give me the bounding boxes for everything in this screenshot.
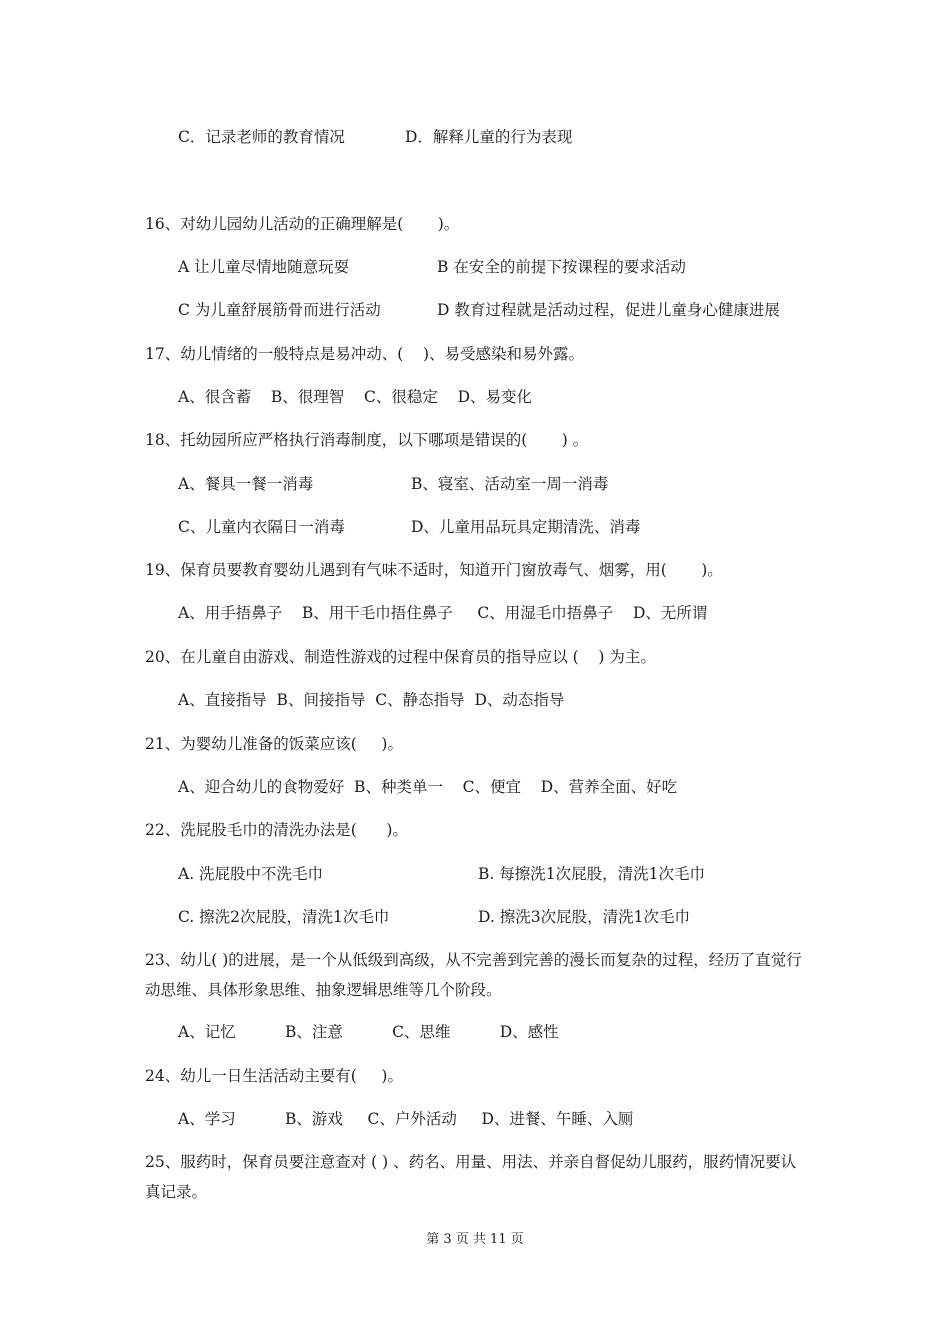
question-20: 20、在儿童自由游戏、制造性游戏的过程中保育员的指导应以 ( ) 为主。	[145, 648, 656, 666]
q20-options: A、直接指导 B、间接指导 C、静态指导 D、动态指导	[178, 691, 565, 709]
option-c-prev: C．记录老师的教育情况	[178, 128, 345, 146]
question-16: 16、对幼儿园幼儿活动的正确理解是( )。	[145, 215, 460, 233]
q16-option-b: B 在安全的前提下按课程的要求活动	[437, 258, 686, 276]
q16-option-c: C 为儿童舒展筋骨而进行活动	[178, 301, 381, 319]
q24-options: A、学习 B、游戏 C、户外活动 D、进餐、午睡、入厕	[178, 1110, 634, 1128]
q18-option-a: A、餐具一餐一消毒	[178, 475, 314, 493]
q22-option-c: C. 擦洗2次屁股，清洗1次毛巾	[178, 908, 390, 926]
q22-option-a: A. 洗屁股中不洗毛巾	[178, 865, 324, 883]
q17-options: A、很含蓄 B、很理智 C、很稳定 D、易变化	[178, 388, 532, 406]
q21-options: A、迎合幼儿的食物爱好 B、种类单一 C、便宜 D、营养全面、好吃	[178, 778, 678, 796]
q22-option-b: B. 每擦洗1次屁股，清洗1次毛巾	[478, 865, 705, 883]
option-d-prev: D．解释儿童的行为表现	[405, 128, 573, 146]
q23-options: A、记忆 B、注意 C、思维 D、感性	[178, 1023, 559, 1041]
q18-option-b: B、寝室、活动室一周一消毒	[411, 475, 609, 493]
question-25: 25、服药时，保育员要注意查对 ( ) 、药名、用量、用法、并亲自督促幼儿服药，服药情况要认真记录。	[145, 1153, 797, 1201]
q16-option-a: A 让儿童尽情地随意玩耍	[178, 258, 350, 276]
question-21: 21、为婴幼儿准备的饭菜应该( )。	[145, 735, 403, 753]
page-footer: 第 3 页 共 11 页	[426, 1232, 524, 1247]
question-22: 22、洗屁股毛巾的清洗办法是( )。	[145, 821, 408, 839]
q16-option-d: D 教育过程就是活动过程，促进儿童身心健康进展	[437, 301, 780, 319]
q18-option-c: C、儿童内衣隔日一消毒	[178, 518, 345, 536]
q18-option-d: D、儿童用品玩具定期清洗、消毒	[411, 518, 641, 536]
q22-option-d: D. 擦洗3次屁股，清洗1次毛巾	[478, 908, 690, 926]
question-18: 18、托幼园所应严格执行消毒制度，以下哪项是错误的( ) 。	[145, 431, 589, 449]
q19-options: A、用手捂鼻子 B、用干毛巾捂住鼻子 C、用湿毛巾捂鼻子 D、无所谓	[178, 604, 708, 622]
question-17: 17、幼儿情绪的一般特点是易冲动、( )、易受感染和易外露。	[145, 345, 585, 363]
question-19: 19、保育员要教育婴幼儿遇到有气味不适时，知道开门窗放毒气、烟雾，用( )。	[145, 561, 723, 579]
question-24: 24、幼儿一日生活活动主要有( )。	[145, 1067, 403, 1085]
question-23: 23、幼儿( )的进展，是一个从低级到高级，从不完善到完善的漫长而复杂的过程，经历了直觉行动思维、具体形象思维、抽象逻辑思维等几个阶段。	[145, 951, 802, 999]
